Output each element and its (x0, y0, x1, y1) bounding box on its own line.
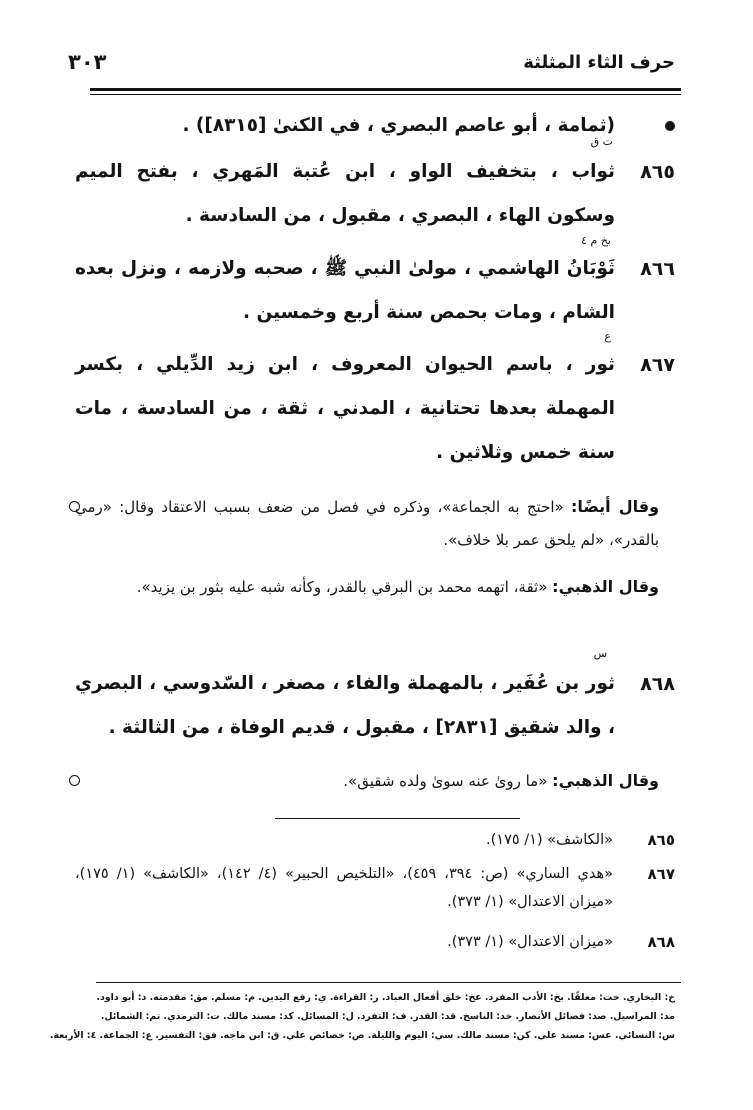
header-rule-thin (90, 94, 681, 95)
entry-text: (ثمامة ، أبو عاصم البصري ، في الكنىٰ [٨٣١٥]) . (182, 115, 615, 136)
entry-text: ثَوْبَانُ الهاشمي ، مولىٰ النبي ﷺ ، صحبه ولازمه ، ونزل بعده الشام ، ومات بحمص سنة أربع وخمسين . (75, 258, 615, 323)
abbreviations-line: خ: البخاري. خت: معلقًا. بخ: الأدب المفرد. عخ: خلق أفعال العباد. ر: القراءة. ي: رفع اليدين. م: مسلم. مق: مقدمته. د: أبو داود. (96, 992, 675, 1003)
note-text: «احتج به الجماعة»، وذكره في فصل من ضعف بسبب الاعتقاد وقال: «رمي بالقدر»، «لم يلحق عمر بلا خلاف». (75, 498, 659, 549)
note-also (75, 490, 673, 557)
footnote-text: «هدي الساري» (ص: ٣٩٤، ٤٥٩)، «التلخيص الحبير» (٤/ ١٤٢)، «الكاشف» (١/ ١٧٥)، «ميزان الاعتدال» (١/ ٣٧٣). (75, 866, 614, 910)
entry-number: ٨٦٨ (640, 673, 675, 695)
entry-number: ٨٦٥ (640, 161, 675, 183)
entry-symbols: ع (604, 330, 611, 343)
circle-bullet-icon (69, 501, 80, 512)
entry-865 (75, 135, 675, 238)
entry-symbols: ت ق (590, 135, 613, 148)
entry-text: ثور بن عُفَير ، بالمهملة والفاء ، مصغر ، السّدوسي ، البصري ، والد شقيق [٢٨٣١] ، مقبول ، قديم الوفاة ، من الثالثة . (75, 673, 615, 738)
note-dhahabi-2 (75, 764, 673, 798)
footnote-868 (75, 928, 675, 956)
entry-symbols: س (593, 647, 607, 660)
footnote-text: «الكاشف» (١/ ١٧٥). (486, 832, 613, 848)
abbreviations-line: مد: المراسيل. صد: فضائل الأنصار. خد: الناسخ. قد: القدر. ف: التفرد. ل: المسائل. كد: مسند مالك. ت: الترمذي. تم: الشمائل. (100, 1011, 675, 1022)
entry-thumama (75, 104, 675, 148)
abbreviations-line: س: النسائي. عس: مسند علي. كن: مسند مالك. سي: اليوم والليلة. ص: خصائص علي. ق: ابن ماجه. فق: التفسير. ع: الجماعة. ٤: الأربعة. (49, 1030, 675, 1041)
note-lead: وقال أيضًا: (570, 497, 660, 516)
circle-bullet-icon (69, 775, 80, 786)
note-text: «ما روىٰ عنه سوىٰ ولده شقيق». (343, 772, 553, 790)
entry-866 (75, 234, 675, 335)
note-lead: وقال الذهبي: (552, 577, 659, 596)
header-rule-thick (90, 88, 681, 91)
footnote-number: ٨٦٧ (647, 865, 675, 883)
entry-text: ثور ، باسم الحيوان المعروف ، ابن زيد الدِّيلي ، بكسر المهملة بعدها تحتانية ، المدني ، ثقة ، من السادسة ، مات سنة خمس وثلاثين . (75, 354, 615, 463)
footnote-number: ٨٦٥ (647, 831, 675, 849)
page-number: ٣٠٣ (68, 50, 107, 74)
footnote-number: ٨٦٨ (647, 933, 675, 951)
note-dhahabi-1 (75, 570, 673, 604)
footnote-text: «ميزان الاعتدال» (١/ ٣٧٣). (447, 934, 613, 950)
entry-868 (75, 647, 675, 750)
entry-symbols: بخ م ٤ (581, 234, 611, 247)
note-lead: وقال الذهبي: (552, 771, 659, 790)
footnote-867 (75, 860, 675, 916)
entry-867 (75, 330, 675, 475)
footnote-separator (275, 818, 520, 819)
running-header-title: حرف الثاء المثلثة (523, 52, 675, 73)
entry-number: ٨٦٦ (640, 258, 675, 280)
abbreviations-rule (96, 982, 681, 983)
entry-number: ٨٦٧ (640, 354, 675, 376)
bullet-icon (665, 121, 675, 131)
entry-text: ثواب ، بتخفيف الواو ، ابن عُتبة المَهري ، بفتح الميم وسكون الهاء ، البصري ، مقبول ، من السادسة . (75, 161, 615, 226)
note-text: «ثقة، اتهمه محمد بن البرقي بالقدر، وكأنه شبه عليه بثور بن يزيد». (136, 578, 553, 596)
footnote-865 (75, 826, 675, 854)
